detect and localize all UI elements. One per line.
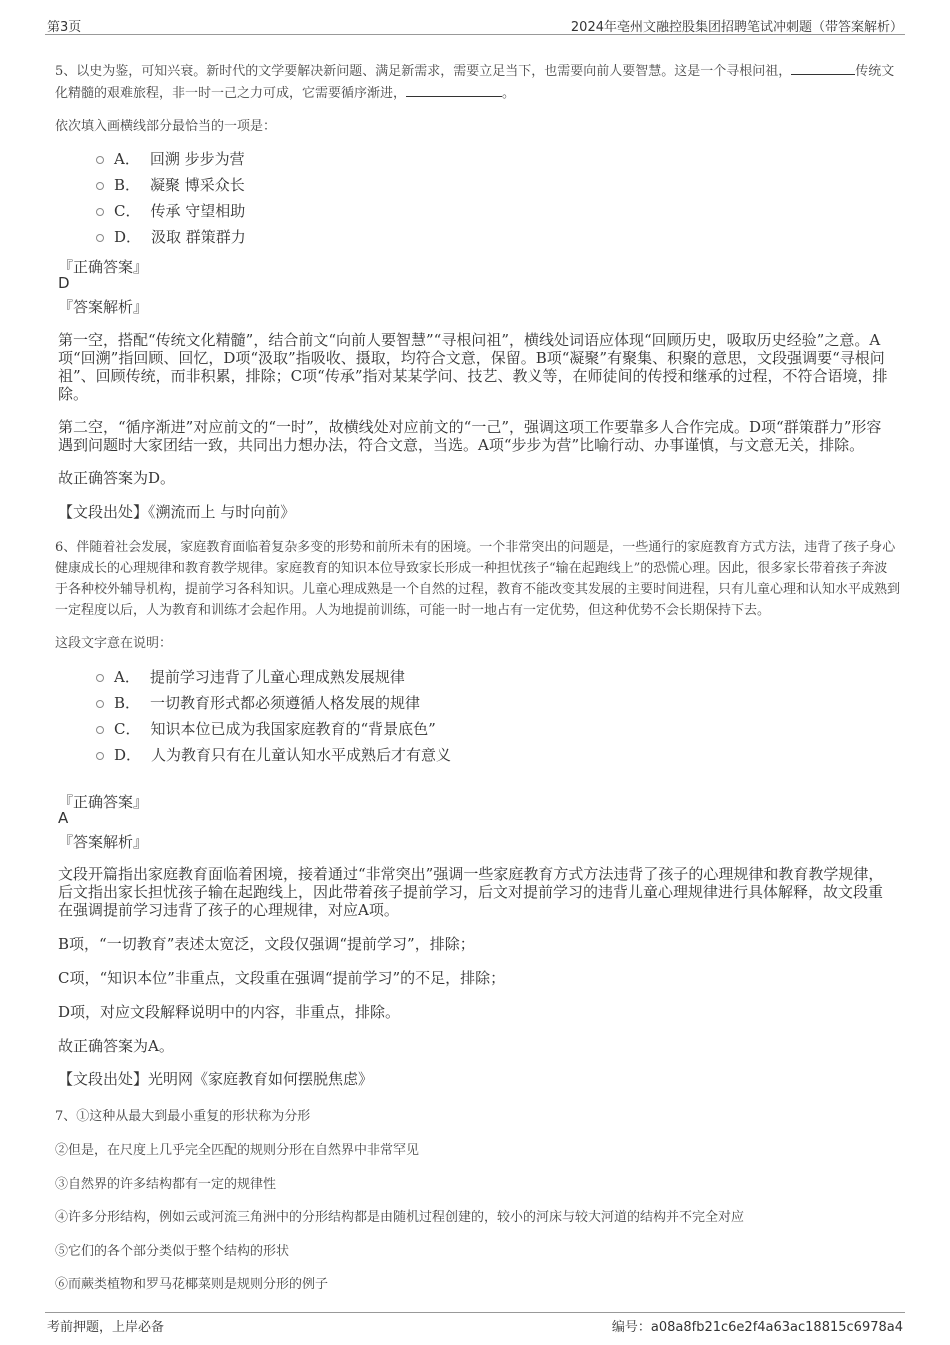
q5-analysis-p1: 第一空，搭配“传统文化精髓”，结合前文“向前人要智慧”“寻根问祖”，横线处词语应体现“回顾历史，吸取历史经验”之意。A项“回溯”指回顾、回忆，D项“汲取”指吸收、摄取，均符合文意，保留。B项“凝聚”有聚集、积聚的意思，文段强调要“寻根问祖”、回顾传统，而非积累，排除；C项“传承”指对某某学问、技艺、教义等，在师徒间的传授和继承的过程，不符合语境，排除。 xyxy=(58,331,888,403)
radio-icon[interactable] xyxy=(96,700,104,708)
radio-icon[interactable] xyxy=(96,752,104,760)
document-code: 编号：a08a8fb21c6e2f4a63ac18815c6978a4 xyxy=(611,1320,903,1335)
q7-item: ④许多分形结构，例如云或河流三角洲中的分形结构都是由随机过程创建的，较小的河床与较大河道的结构并不完全对应 xyxy=(55,1210,745,1225)
q6-conclusion: 故正确答案为A。 xyxy=(58,1037,174,1055)
q7-item: ②但是，在尺度上几乎完全匹配的规则分形在自然界中非常罕见 xyxy=(55,1143,420,1158)
q5-blank-1 xyxy=(791,60,855,75)
radio-icon[interactable] xyxy=(96,182,104,190)
q7-item: ⑤它们的各个部分类似于整个结构的形状 xyxy=(55,1244,290,1259)
radio-icon[interactable] xyxy=(96,234,104,242)
q5-stem: 5、以史为鉴，可知兴衰。新时代的文学要解决新问题、满足新需求，需要立足当下，也需要向前人要智慧。这是一个寻根问祖， 传统文化精髓的艰难旅程，非一时一己之力可成，它需要循序渐进， 。 xyxy=(55,60,900,104)
q6-option-a[interactable]: A． 提前学习违背了儿童心理成熟发展规律 xyxy=(96,663,451,689)
q6-option-c[interactable]: C． 知识本位已成为我国家庭教育的“背景底色” xyxy=(96,715,451,741)
radio-icon[interactable] xyxy=(96,726,104,734)
document-title: 2024年亳州文融控股集团招聘笔试冲刺题（带答案解析） xyxy=(570,20,903,35)
radio-icon[interactable] xyxy=(96,208,104,216)
page-number: 第3页 xyxy=(47,20,82,35)
q5-option-a[interactable]: A． 回溯 步步为营 xyxy=(96,145,246,171)
q5-option-b[interactable]: B． 凝聚 博采众长 xyxy=(96,171,246,197)
q5-source: 【文段出处】《溯流而上 与时向前》 xyxy=(58,503,296,521)
q6-stem: 6、伴随着社会发展，家庭教育面临着复杂多变的形势和前所未有的困境。一个非常突出的问题是，一些通行的家庭教育方式方法，违背了孩子身心健康成长的心理规律和教育教学规律。家庭教育的知识本位导致家长形成一种担忧孩子“输在起跑线上”的恐慌心理。因此，很多家长带着孩子奔波于各种校外辅导机构，提前学习各科知识。儿童心理成熟是一个自然的过程，教育不能改变其发展的主要时间进程，只有儿童心理和认知水平成熟到一定程度以后，人为教育和训练才会起作用。人为地提前训练，可能一时一地占有一定优势，但这种优势不会长期保持下去。 xyxy=(55,540,901,618)
q5-option-c[interactable]: C． 传承 守望相助 xyxy=(96,197,246,223)
q5-analysis-p2: 第二空，“循序渐进”对应前文的“一时”，故横线处对应前文的“一己”，强调这项工作要靠多人合作完成。D项“群策群力”形容遇到问题时大家团结一致，共同出力想办法，符合文意，当选。A项“步步为营”比喻行动、办事谨慎，与文意无关，排除。 xyxy=(58,418,882,454)
q5-conclusion: 故正确答案为D。 xyxy=(58,469,176,487)
q7-stem: 7、①这种从最大到最小重复的形状称为分形 xyxy=(55,1109,311,1124)
q6-option-d[interactable]: D． 人为教育只有在儿童认知水平成熟后才有意义 xyxy=(96,741,451,767)
q6-analysis-b: B项，“一切教育”表述太宽泛，文段仅强调“提前学习”，排除； xyxy=(58,935,475,953)
q6-correct-label: 『正确答案』 xyxy=(58,793,149,811)
q7-item: ⑥而蕨类植物和罗马花椰菜则是规则分形的例子 xyxy=(55,1277,329,1292)
page-header xyxy=(45,12,905,35)
q5-prompt: 依次填入画横线部分最恰当的一项是： xyxy=(55,119,277,134)
q5-blank-2 xyxy=(406,82,502,97)
page-footer xyxy=(45,1312,905,1337)
q5-answer: D xyxy=(58,274,70,292)
q6-option-b[interactable]: B． 一切教育形式都必须遵循人格发展的规律 xyxy=(96,689,451,715)
q5-correct-label: 『正确答案』 xyxy=(58,258,149,276)
q5-option-d[interactable]: D． 汲取 群策群力 xyxy=(96,223,246,249)
q7-item: ③自然界的许多结构都有一定的规律性 xyxy=(55,1177,277,1192)
radio-icon[interactable] xyxy=(96,156,104,164)
q6-source: 【文段出处】光明网《家庭教育如何摆脱焦虑》 xyxy=(58,1070,374,1088)
radio-icon[interactable] xyxy=(96,674,104,682)
q6-options xyxy=(96,663,451,767)
q5-options xyxy=(96,145,246,249)
q6-answer: A xyxy=(58,809,69,827)
q6-analysis-p1: 文段开篇指出家庭教育面临着困境，接着通过“非常突出”强调一些家庭教育方式方法违背了孩子的心理规律和教育教学规律，后文指出家长担忧孩子输在起跑线上，因此带着孩子提前学习，后文对提前学习的违背儿童心理规律进行具体解释，故文段重在强调提前学习违背了孩子的心理规律，对应A项。 xyxy=(58,865,884,919)
q5-analysis-label: 『答案解析』 xyxy=(58,298,149,316)
q6-analysis-label: 『答案解析』 xyxy=(58,833,149,851)
q6-prompt: 这段文字意在说明： xyxy=(55,636,173,651)
footer-slogan: 考前押题，上岸必备 xyxy=(47,1320,165,1335)
q6-analysis-d: D项，对应文段解释说明中的内容，非重点，排除。 xyxy=(58,1003,401,1021)
q6-analysis-c: C项，“知识本位”非重点，文段重在强调“提前学习”的不足，排除； xyxy=(58,969,506,987)
